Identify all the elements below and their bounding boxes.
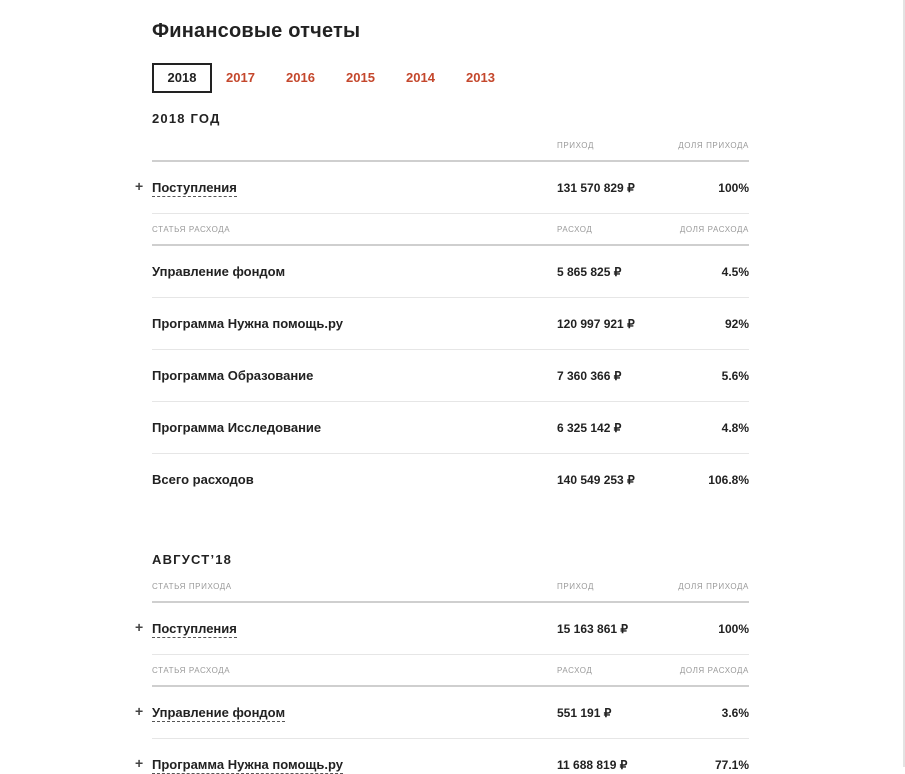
table-row-income[interactable] bbox=[135, 162, 749, 214]
row-share: 4.8% bbox=[721, 421, 749, 435]
row-name: Управление фондом bbox=[152, 264, 286, 279]
row-share: 5.6% bbox=[721, 369, 749, 383]
row-amount: 131 570 829 ₽ bbox=[557, 181, 635, 195]
column-header-expense-share: ДОЛЯ РАСХОДА bbox=[679, 225, 749, 234]
section-title-year: 2018 ГОД bbox=[152, 111, 221, 126]
row-name-link[interactable]: Поступления bbox=[152, 621, 237, 636]
column-header-income-share: ДОЛЯ ПРИХОДА bbox=[678, 582, 749, 591]
column-header-expense-item: СТАТЬЯ РАСХОДА bbox=[152, 666, 231, 675]
row-share: 92% bbox=[724, 317, 749, 331]
tab-2014[interactable]: 2014 bbox=[406, 70, 435, 85]
plus-icon[interactable]: + bbox=[135, 619, 144, 635]
row-amount: 120 997 921 ₽ bbox=[557, 317, 635, 331]
column-header-income: ПРИХОД bbox=[557, 582, 594, 591]
column-header-income: ПРИХОД bbox=[557, 141, 594, 150]
row-share: 3.6% bbox=[721, 706, 749, 720]
section-title-month: АВГУСТ’18 bbox=[152, 552, 233, 567]
row-name: Программа Нужна помощь.ру bbox=[152, 316, 343, 331]
expense-table-header bbox=[152, 655, 749, 687]
table-row-expense bbox=[152, 246, 749, 298]
row-name: Всего расходов bbox=[152, 472, 254, 487]
table-row-expense bbox=[152, 350, 749, 402]
column-header-expense-item: СТАТЬЯ РАСХОДА bbox=[152, 225, 231, 234]
row-name-link[interactable]: Программа Нужна помощь.ру bbox=[152, 757, 343, 772]
column-header-income-share: ДОЛЯ ПРИХОДА bbox=[678, 141, 749, 150]
row-share: 100% bbox=[718, 622, 749, 636]
row-amount: 7 360 366 ₽ bbox=[557, 369, 622, 383]
row-amount: 11 688 819 ₽ bbox=[557, 758, 628, 772]
income-table-header bbox=[152, 571, 749, 603]
table-row-income[interactable] bbox=[135, 603, 749, 655]
plus-icon[interactable]: + bbox=[135, 755, 144, 771]
table-row-expense[interactable] bbox=[135, 687, 749, 739]
tab-2015[interactable]: 2015 bbox=[346, 70, 375, 85]
row-name: Программа Образование bbox=[152, 368, 314, 383]
row-amount: 551 191 ₽ bbox=[557, 706, 612, 720]
row-share: 106.8% bbox=[708, 473, 749, 487]
table-row-expense bbox=[152, 298, 749, 350]
row-name-link[interactable]: Управление фондом bbox=[152, 705, 286, 720]
column-header-expense-share: ДОЛЯ РАСХОДА bbox=[679, 666, 749, 675]
table-row-total bbox=[152, 454, 749, 506]
column-header-expense: РАСХОД bbox=[557, 666, 593, 675]
table-row-expense bbox=[152, 402, 749, 454]
page-title: Финансовые отчеты bbox=[152, 20, 361, 42]
row-amount: 15 163 861 ₽ bbox=[557, 622, 629, 636]
income-table-header bbox=[152, 130, 749, 162]
plus-icon[interactable]: + bbox=[135, 703, 144, 719]
table-row-expense[interactable] bbox=[135, 739, 749, 772]
row-amount: 6 325 142 ₽ bbox=[557, 421, 622, 435]
tab-2013[interactable]: 2013 bbox=[466, 70, 495, 85]
row-amount: 5 865 825 ₽ bbox=[557, 265, 622, 279]
tab-2018[interactable]: 2018 bbox=[152, 63, 212, 93]
expense-table-header bbox=[152, 214, 749, 246]
column-header-item: СТАТЬЯ ПРИХОДА bbox=[152, 582, 232, 591]
row-share: 4.5% bbox=[721, 265, 749, 279]
row-share: 100% bbox=[718, 181, 749, 195]
row-name: Программа Исследование bbox=[152, 420, 322, 435]
tab-2016[interactable]: 2016 bbox=[286, 70, 315, 85]
tab-2017[interactable]: 2017 bbox=[226, 70, 255, 85]
row-amount: 140 549 253 ₽ bbox=[557, 473, 635, 487]
plus-icon[interactable]: + bbox=[135, 178, 144, 194]
column-header-expense: РАСХОД bbox=[557, 225, 593, 234]
row-share: 77.1% bbox=[714, 758, 749, 772]
row-name-link[interactable]: Поступления bbox=[152, 180, 237, 195]
